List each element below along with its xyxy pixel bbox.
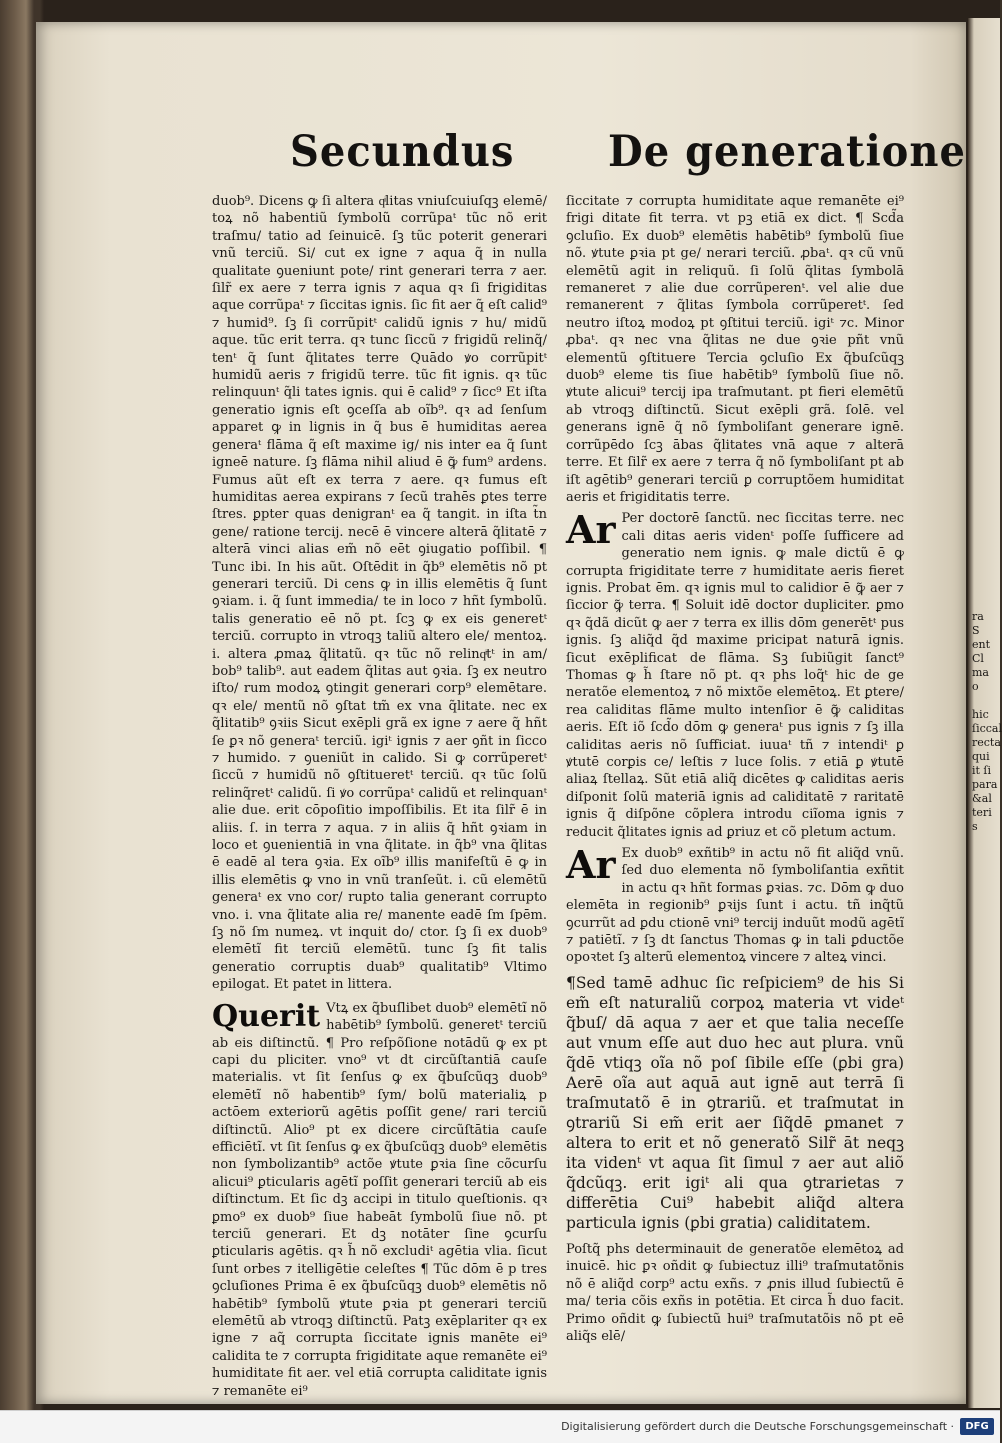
initial-word: Ar [566, 507, 616, 553]
paragraph-text: Vtꝝ ex q̃buſlibet duob⁹ elemētĩ nõ habētib⁹ ſymbolũ. generetᵗ terciũ ab eis diſtinctũ. ¶ Pro reſpõſione notādũ ꝙ ex pt capi du pliciter. vno⁹ vt dt circũſtantiā cauſe materialis. vt ſit ſenſus ꝙ ex q̃buſcũqꝫ duob⁹ elemētĩ nõ habentib⁹ ſym/ bolũ materialiꝝ p actōem exteriorũ agētis poſſit gene/ rari terciũ diſtinctũ. Alio⁹ pt ex dicere circũſtātia cauſe efficiētĩ. vt ſit ſenſus ꝙ ex q̃buſcũqꝫ duob⁹ elemētis non ſymbolizantib⁹ actõe ꝟtute ꝑꝛia ſine cõcurſu alicui⁹ ꝑticularis agētĩ poſſit generari terciũ ab eis diſtinctum. Et ſic dꝫ accipi in titulo queſtionis. qꝛ ꝑmo⁹ ex duob⁹ ſiue habeāt ſymbolũ ſiue nõ. pt terciũ generari. Et dꝫ notāter ſine ꝯcurſu ꝑticularis agētis. qꝛ h̃ nõ excludiᵗ agētia vlia. ſicut ſunt orbes ⁊ itelligētie celeſtes ¶ Tũc dōm ē p tres ꝯcluſiones Prima ē ex q̃buſcũqꝫ duob⁹ elemētis nõ habētib⁹ ſymbolũ ꝟtute ꝑꝛia pt generari terciũ elemētũ ab vtroqꝫ diſtinctũ. Patꝫ exēplariter qꝛ ex igne ⁊ aq̃ corrupta ſiccitate ignis manēte ei⁹ calidita te ⁊ corrupta frigiditate aque remanēte ei⁹ humiditate fit aer. vel etiā corrupta caliditate ignis ⁊ remanēte ei⁹ [212, 1000, 547, 1399]
paragraph-queritur [212, 1000, 547, 1400]
paragraph-aristotle-text: ¶Sed tamē adhuc ſic reſpiciem⁹ de his Si em̃ eſt naturaliũ corpoꝝ materia vt videᵗ q̃buſ/ dā aqua ⁊ aer et que talia neceſſe aut vnum eſſe aut duo hec aut plura. vnũ q̃dē vtiqꝫ oĩa nõ poſ ſibile eſſe (ꝑbi gra) Aerē oĩa aut aquā aut ignē aut terrā ſi traſmutatõ ē in ꝯtrariũ. et traſmutat in ꝯtrariũ Si em̃ erit aer ſiq̃dē ꝑmanet ⁊ altera to erit et nõ generatõ Silr̃ āt neqꝫ ita videnᵗ vt aqua ſit ſimul ⁊ aer aut aliõ q̃dcũqꝫ. erit igiᵗ ali qua ꝯtrarietas ⁊ differētia Cui⁹ habebit aliq̃d altera particula ignis (ꝑbi gratia) caliditatem. [566, 973, 904, 1232]
footer-bar [0, 1410, 1000, 1443]
paragraph-text: Ex duob⁹ exñtib⁹ in actu nõ fit aliq̃d vnũ. ſed duo elementa nõ ſymboliſantia exñtit in actu qꝛ hñt formas ꝑꝛias. ⁊c. Dōm ꝙ duo elemēta in regionib⁹ ꝑꝛijs ſunt i actu. tñ inq̃tũ ꝯcurrũt ad ꝑdu ctionē vni⁹ tercij induũt modũ agētĩ ⁊ patiētĩ. ⁊ ſꝫ dt ſanctus Thomas ꝙ in tali ꝑductõe opoꝛtet ſꝫ alterũ elementoꝝ vincere ⁊ alteꝝ vinci. [566, 846, 904, 966]
initial-word: Querit [212, 998, 321, 1034]
text-column-left [212, 193, 547, 1399]
text-column-right [566, 193, 904, 1344]
running-head-right: De generatione [608, 126, 966, 177]
dfg-logo-icon: DFG [960, 1418, 994, 1435]
paragraph: Poſtq̃ phs determinauit de generatõe elemētoꝝ ad inuicē. hic ꝑꝛ oñdit ꝙ ſubiectuz illi⁹ traſmutatõnis nõ ē aliq̃d corp⁹ actu exñs. ⁊ ꝓnis illud ſubiectũ ē ma/ teria cõis exñs in potētia. Et circa h̃ duo facit. Primo oñdit ꝙ ſubiectũ hui⁹ traſmutatõis nõ pt eē aliq̃s elē/ [566, 1241, 904, 1344]
paragraph-ar-2 [566, 842, 904, 967]
paragraph: duob⁹. Dicens ꝙ ſi altera qͥlitas vniuſcuiuſqꝫ elemē/ toꝝ nõ habentiũ ſymbolũ corrũpaᵗ tũc nõ erit traſmu/ tatio ad ſeinuicē. ſꝫ tũc poterit generari vnũ terciũ. Si/ cut ex igne ⁊ aqua q̃ in nulla qualitate ꝯueniunt pote/ rint generari terra ⁊ aer. ſilr̃ ex aere ⁊ terra ignis ⁊ aqua qꝛ ſi frigiditas aque corrũpaᵗ ⁊ ſiccitas ignis. ſic fit aer q̃ eſt calid⁹ ⁊ humid⁹. ſꝫ ſi corrũpitᵗ calidũ ignis ⁊ hu/ midũ aque. tũc erit terra. qꝛ tunc ſiccũ ⁊ frigidũ relinq̃/ tenᵗ q̃ ſunt q̃litates terre Quādo ꝟo corrũpitᵗ humidũ aeris ⁊ frigidũ terre. tũc fit ignis. qꝛ tũc relinquunᵗ q̃li tates ignis. qui ē calid⁹ ⁊ ſicc⁹ Et iſta generatio ignis eſt ꝯceſſa ab oĩb⁹. qꝛ ad ſenſum apparet ꝙ in lignis in q̃ bus ē humiditas aerea generaᵗ flāma q̃ eſt maxime ig/ nis inter ea q̃ ſunt igneē nature. ſꝫ flāma nihil aliud ē ꝙ̃ fum⁹ ardens. Fumus aũt eſt ex terra ⁊ aere. qꝛ fumus eſt humiditas aerea expirans ⁊ ſecũ trahēs ꝑtes terre ſtres. ꝑpter quas denigranᵗ ea q̃ tangit. in iſta t̃n gene/ ratione tercij. necē ē vincere alterā q̃litatē ⁊ alterā vinci alias em̃ nõ eēt ꝯiugatio poſſibil. ¶ Tunc ibi. In his aũt. Oſtēdit in q̃b⁹ elemētis nõ pt generari terciũ. Di cens ꝙ in illis elemētis q̃ ſunt ꝯꝛiam. i. q̃ ſunt immedia/ te in loco ⁊ hñt ſymbolũ. talis generatio eē nõ pt. ſcꝫ ꝙ ex eis generetᵗ terciũ. corrupto in vtroqꝫ taliũ altero ele/ mentoꝝ. i. altera ꝓmaꝝ q̃litatũ. qꝛ tũc nõ relinqͥtᵗ in am/ bob⁹ talib⁹. aut eadem q̃litas aut ꝯꝛia. ſꝫ ex neutro iſto/ rum modoꝝ ꝯtingit generari corp⁹ elemētare. qꝛ ele/ mentũ nõ ꝯſtat tm̃ ex vna q̃litate. nec ex q̃litatib⁹ ꝯꝛiis Sicut exēpli grã ex igne ⁊ aere q̃ hñt ſe ꝑꝛ nõ generaᵗ terciũ. igiᵗ ignis ⁊ aer ꝯñt in ſicco ⁊ humido. ⁊ ꝯueniũt in calido. Si ꝙ corrũperetᵗ ſiccũ ⁊ humidũ nõ ꝯſtitueretᵗ terciũ. qꝛ tũc ſolũ relinq̃retᵗ calidũ. ſi ꝟo corrũpaᵗ calidũ et relinquanᵗ alie due. erit cōpoſitio impoſſibilis. Et ita ſilr̃ ē in aliis. ſ. in terra ⁊ aqua. ⁊ in aliis q̃ hñt ꝯꝛiam in loco et ꝯuenientiā in vna q̃litate. in q̃b⁹ vna q̃litas ē eadē al tera ꝯꝛia. Ex oĩb⁹ illis manifeſtũ ē ꝙ in illis elemētis ꝙ vno in vnũ tranſeũt. i. cũ elemētũ generaᵗ ex vno cor/ rupto talia generant corrupto vno. i. vna q̃litate alia re/ manente eadē ſm ſpēm. ſꝫ nõ ſm numeꝝ. vt inquit do/ ctor. ſꝫ ſi ex duob⁹ elemētĩ fit terciũ elemētũ. tunc ſꝫ fit talis generatio corruptis duab⁹ qualitatib⁹ Vltimo epilogat. Et patet in littera. [212, 194, 547, 993]
paragraph-ar-1 [566, 507, 904, 841]
adjacent-page-margin-notes: ra S ent Cl ma o hic ſiccal recta qui it ſi para &al teri s [972, 610, 1002, 833]
paragraph: ſiccitate ⁊ corrupta humiditate aque remanēte ei⁹ frigi ditate fit terra. vt pꝫ etiā ex dict. ¶ Scd̃a ꝯcluſio. Ex duob⁹ elemētis habētib⁹ ſymbolũ ſiue nõ. ꝟtute ꝑꝛia pt ge/ nerari terciũ. ꝓbaᵗ. qꝛ cũ vnũ elemētũ agit in reliquũ. ſi ſolũ q̃litas ſymbolā remaneret ⁊ alie due corrũperenᵗ. vel alie due remanerent ⁊ q̃litas ſymbola corrũperetᵗ. ſed neutro iſtoꝝ modoꝝ pt ꝯſtitui terciũ. igiᵗ ⁊c. Minor ꝓbaᵗ. qꝛ nec vna q̃litas ne due ꝯꝛie pñt vnũ elementũ ꝯſtituere Tercia ꝯcluſio Ex q̃buſcũqꝫ duob⁹ eleme tis ſiue habētib⁹ ſymbolũ ſiue nõ. ꝟtute alicui⁹ tercij ipa traſmutant. pt fieri elemētũ ab vtroqꝫ diſtinctũ. Sicut exēpli grã. ſolē. vel generans ignē q̃ nõ ſymboliſant generare ignē. corrũpēdo ſcꝫ ābas q̃litates vnā aque ⁊ alterā terre. Et ſilr̃ ex aere ⁊ terra q̃ nõ ſymboliſant pt ab iſt agētib⁹ generari terciũ ꝑ corruptõem humiditat aeris et frigiditatis terre. [566, 194, 904, 505]
running-head-left: Secundus [290, 126, 515, 177]
paragraph-text: Per doctorē ſanctũ. nec ſiccitas terre. nec cali ditas aeris videnᵗ poſſe ſufficere ad generatio nem ignis. ꝙ male dictũ ē ꝙ corrupta frigiditate terre ⁊ humiditate aeris fieret ignis. Probat ēm. qꝛ ignis mul to calidior ē ꝙ̃ aer ⁊ ſiccior ꝙ̃ terra. ¶ Soluit idē doctor dupliciter. ꝑmo qꝛ q̃dã dicũt ꝙ aer ⁊ terra ex illis dōm generētᵗ pus ignis. ſꝫ aliq̃d q̃d maxime pricipat naturā ignis. ſicut exēplificat de flāma. Sꝫ ſubiũgit ſanct⁹ Thomas ꝙ h̃ ſtare nõ pt. qꝛ phs loq̃ᵗ hic de ge neratõe elementoꝝ ⁊ nõ mixtõe elemētoꝝ. Et ꝑtere/ rea caliditas flāme multo intenſior ē ꝙ̃ caliditas aeris. Eſt iõ ſcd̃o dōm ꝙ generaᵗ pus ignis ⁊ ſꝫ illa caliditas aeris nõ ſufficiat. iuuaᵗ tñ ⁊ intendiᵗ ꝑ ꝟtutē corꝑis ce/ leſtis ⁊ luce ſolis. ⁊ etiā ꝑ ꝟtutē aliaꝝ ſtellaꝝ. Sũt etiā aliq̃ dicētes ꝙ caliditas aeris diſponit ſolũ materiā ignis ad caliditatē ⁊ raritatē ignis q̃ diſpõne cõplera introdu ciĩoma ignis ⁊ reducit q̃litates ignis ad ꝑriuz et cõ pletum actum. [566, 511, 904, 840]
initial-word: Ar [566, 842, 616, 888]
funding-credit: Digitalisierung gefördert durch die Deutsche Forschungsgemeinschaft · [561, 1420, 954, 1433]
